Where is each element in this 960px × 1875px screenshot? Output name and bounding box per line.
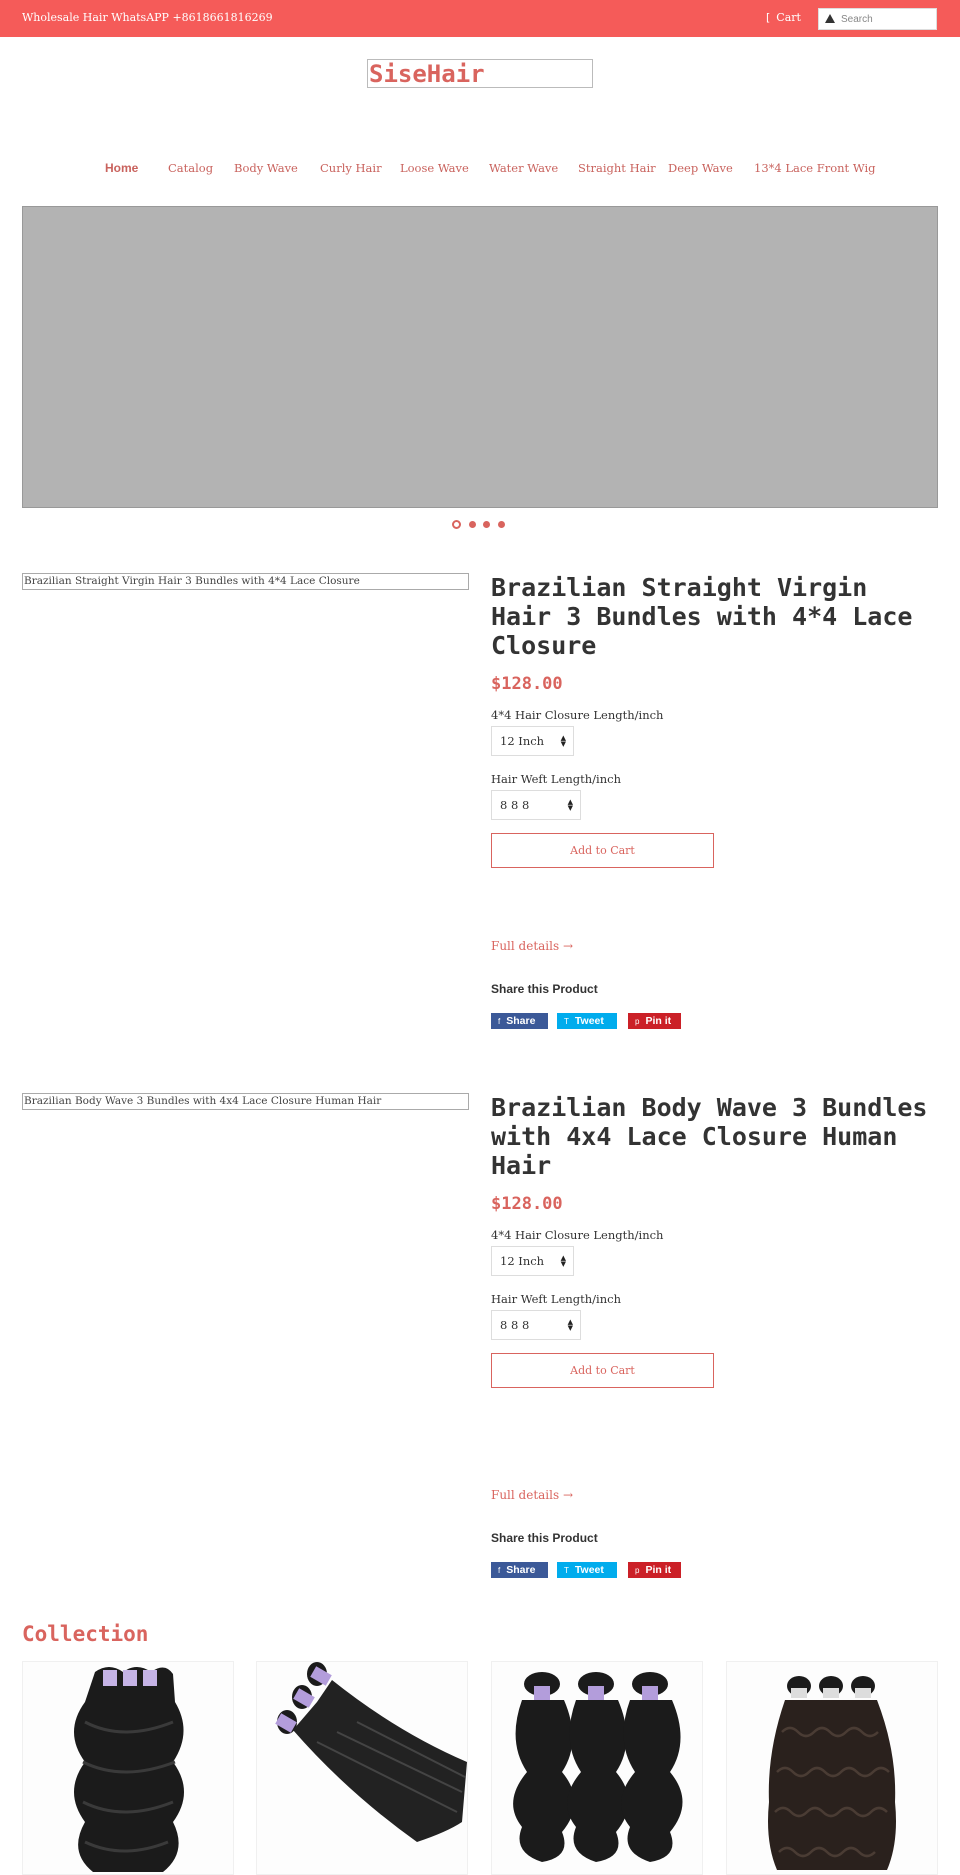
closure-length-select[interactable] — [491, 1246, 574, 1276]
pinterest-icon: p — [635, 1017, 640, 1026]
facebook-icon: f — [498, 1566, 501, 1575]
nav-item-catalog[interactable]: Catalog — [168, 161, 214, 175]
straight-hair-bundles-image — [257, 1662, 468, 1875]
search-icon[interactable] — [825, 14, 835, 23]
weft-length-label: Hair Weft Length/inch — [491, 772, 621, 786]
nav-item-curly-hair[interactable]: Curly Hair — [320, 161, 382, 175]
full-details-link[interactable]: Full details → — [491, 939, 574, 953]
pinterest-icon: p — [635, 1566, 640, 1575]
collection-item-straight[interactable] — [256, 1661, 468, 1875]
collection-item-loose-wave[interactable] — [491, 1661, 703, 1875]
pin-label: Pin it — [645, 1564, 672, 1576]
nav-item-deep-wave[interactable]: Deep Wave — [668, 161, 733, 175]
closure-length-select[interactable] — [491, 726, 574, 756]
main-nav — [0, 159, 960, 179]
nav-item-loose-wave[interactable]: Loose Wave — [400, 161, 469, 175]
collection-item-water-wave[interactable] — [726, 1661, 938, 1875]
closure-length-label: 4*4 Hair Closure Length/inch — [491, 708, 664, 722]
select-arrows-icon: ▲ ▼ — [560, 1254, 566, 1268]
twitter-share-button[interactable] — [557, 1013, 617, 1029]
select-arrows-icon: ▲ ▼ — [567, 798, 573, 812]
share-label: Share — [506, 1564, 536, 1576]
announcement-text: Wholesale Hair WhatsAPP +8618661816269 — [22, 11, 273, 24]
weft-length-value: 8 8 8 — [500, 1318, 530, 1332]
weft-length-select[interactable] — [491, 1310, 581, 1340]
product-image[interactable]: Brazilian Straight Virgin Hair 3 Bundles with 4*4 Lace Closure — [22, 573, 469, 590]
weft-length-value: 8 8 8 — [500, 798, 530, 812]
site-logo[interactable] — [367, 59, 593, 88]
facebook-icon: f — [498, 1017, 501, 1026]
slide-dot[interactable] — [469, 521, 476, 528]
product-image[interactable]: Brazilian Body Wave 3 Bundles with 4x4 Lace Closure Human Hair — [22, 1093, 469, 1110]
add-to-cart-button[interactable]: Add to Cart — [491, 833, 714, 868]
twitter-icon: T — [564, 1566, 569, 1575]
collection-title: Collection — [22, 1622, 149, 1646]
announcement-bar — [0, 0, 960, 37]
product-info — [491, 573, 941, 868]
product-price: $128.00 — [491, 1194, 563, 1214]
search-input[interactable] — [841, 11, 933, 27]
closure-length-value: 12 Inch — [500, 1254, 545, 1268]
weft-length-label: Hair Weft Length/inch — [491, 1292, 621, 1306]
hero-slideshow[interactable] — [22, 206, 938, 508]
pin-label: Pin it — [645, 1015, 672, 1027]
cart-label: Cart — [776, 11, 801, 24]
twitter-share-button[interactable] — [557, 1562, 617, 1578]
facebook-share-button[interactable] — [491, 1562, 548, 1578]
share-title: Share this Product — [491, 982, 598, 996]
product-info — [491, 1093, 941, 1388]
nav-item-water-wave[interactable]: Water Wave — [489, 161, 559, 175]
select-arrows-icon: ▲ ▼ — [567, 1318, 573, 1332]
product-title[interactable]: Brazilian Straight Virgin Hair 3 Bundles with 4*4 Lace Closure — [491, 573, 913, 660]
slide-dot[interactable] — [452, 520, 461, 529]
water-wave-bundles-image — [727, 1662, 938, 1875]
product-title[interactable]: Brazilian Body Wave 3 Bundles with 4x4 Lace Closure Human Hair — [491, 1093, 928, 1180]
pinterest-share-button[interactable] — [628, 1013, 681, 1029]
logo-text: SiseHair — [369, 60, 485, 88]
slide-dot[interactable] — [498, 521, 505, 528]
cart-icon: [ — [766, 11, 771, 24]
share-title: Share this Product — [491, 1531, 598, 1545]
nav-item-body-wave[interactable]: Body Wave — [234, 161, 298, 175]
tweet-label: Tweet — [574, 1564, 604, 1576]
twitter-icon: T — [564, 1017, 569, 1026]
select-arrows-icon: ▲ ▼ — [560, 734, 566, 748]
pinterest-share-button[interactable] — [628, 1562, 681, 1578]
cart-link[interactable] — [766, 11, 801, 24]
slide-dot[interactable] — [483, 521, 490, 528]
nav-item-straight-hair[interactable]: Straight Hair — [578, 161, 656, 175]
loose-wave-bundles-image — [492, 1662, 703, 1875]
closure-length-value: 12 Inch — [500, 734, 545, 748]
weft-length-select[interactable] — [491, 790, 581, 820]
add-to-cart-button[interactable]: Add to Cart — [491, 1353, 714, 1388]
search-box[interactable] — [818, 8, 937, 30]
collection-item-body-wave[interactable] — [22, 1661, 234, 1875]
closure-length-label: 4*4 Hair Closure Length/inch — [491, 1228, 664, 1242]
nav-item-lace-front-wig[interactable]: 13*4 Lace Front Wig — [754, 161, 876, 175]
body-wave-bundles-image — [23, 1662, 234, 1875]
tweet-label: Tweet — [574, 1015, 604, 1027]
product-price: $128.00 — [491, 674, 563, 694]
share-label: Share — [506, 1015, 536, 1027]
nav-item-home[interactable]: Home — [105, 161, 139, 175]
full-details-link[interactable]: Full details → — [491, 1488, 574, 1502]
facebook-share-button[interactable] — [491, 1013, 548, 1029]
